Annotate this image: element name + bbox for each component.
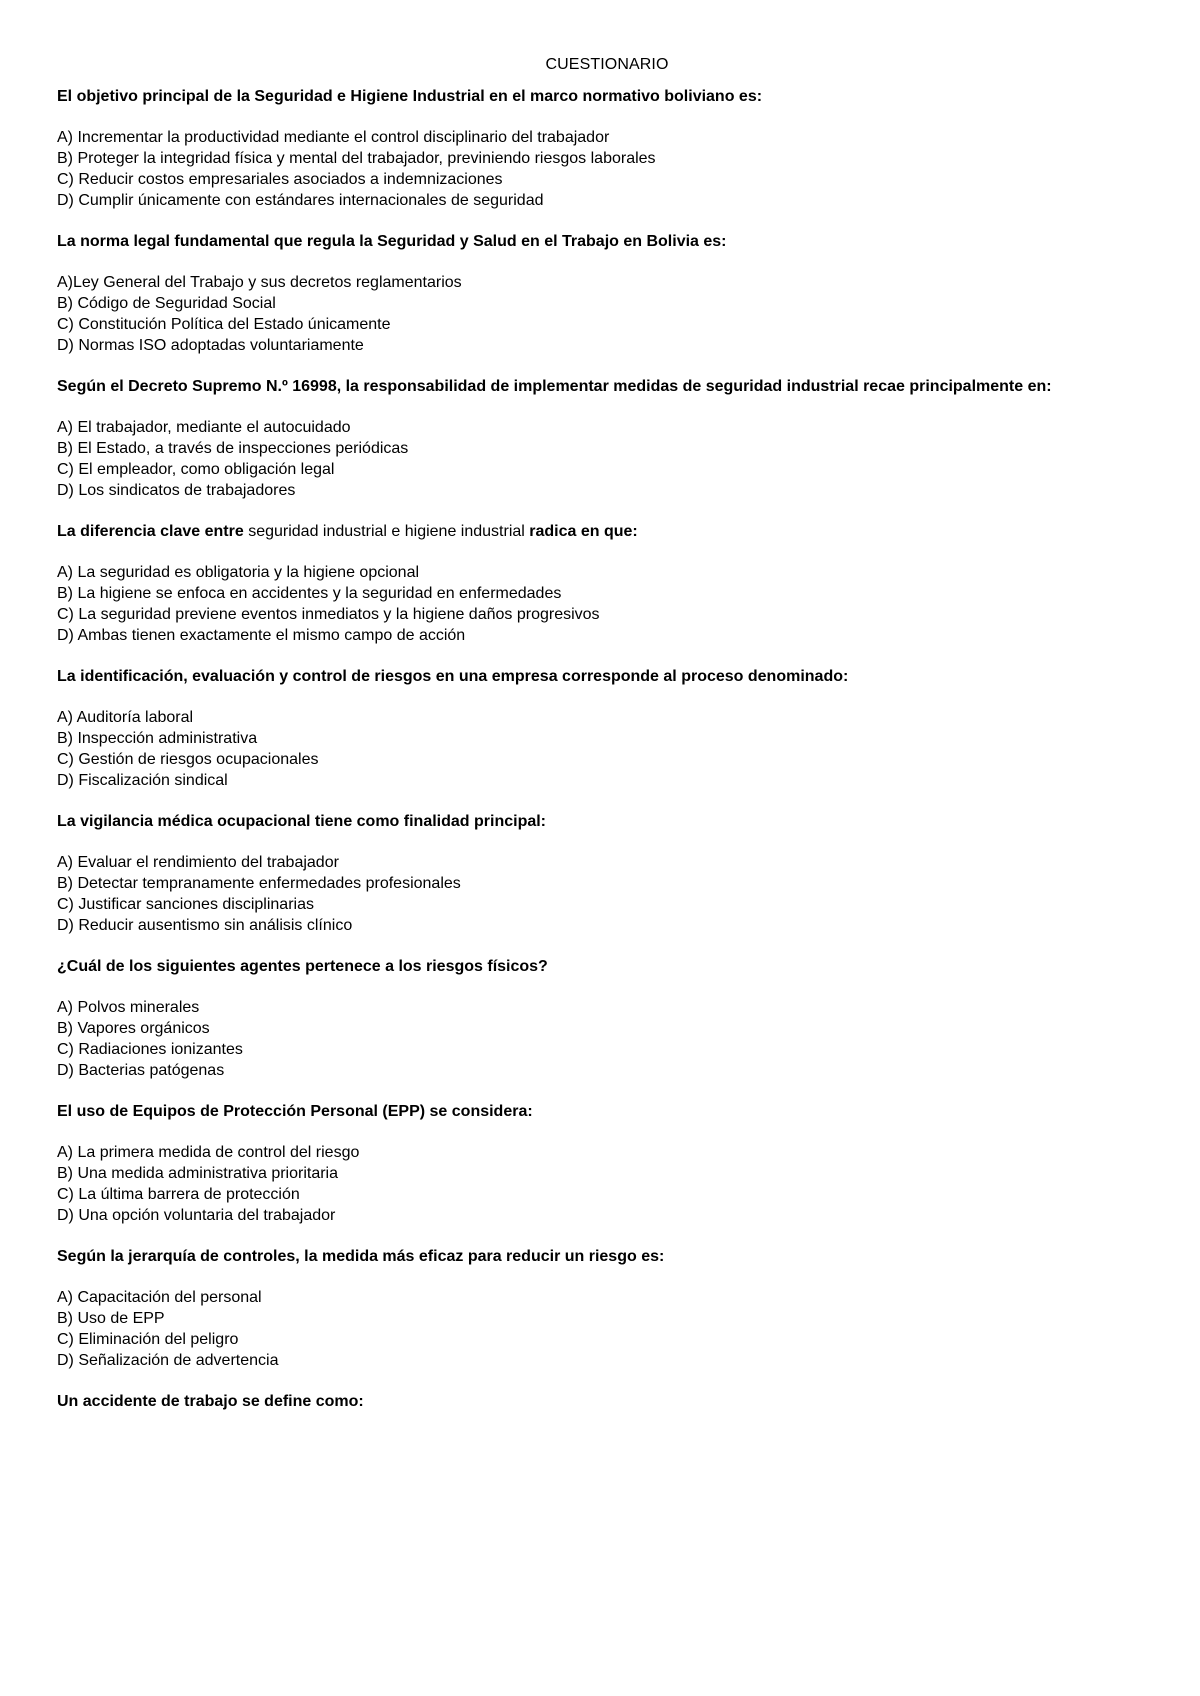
- question-text: [57, 376, 1147, 397]
- answer-options: [57, 852, 1147, 936]
- answer-options: [57, 417, 1147, 501]
- answer-option: A) Polvos minerales: [57, 999, 200, 1016]
- answer-options: [57, 562, 1147, 646]
- question-text: [57, 666, 1147, 687]
- question-block: [57, 811, 1147, 936]
- answer-option: B) Uso de EPP: [57, 1310, 165, 1327]
- question-block: [57, 521, 1147, 646]
- answer-option: D) Reducir ausentismo sin análisis clínico: [57, 917, 353, 934]
- answer-option: C) Radiaciones ionizantes: [57, 1041, 243, 1058]
- answer-option: C) Constitución Política del Estado únicamente: [57, 316, 391, 333]
- question-block: [57, 1391, 1147, 1412]
- answer-option: A)Ley General del Trabajo y sus decretos reglamentarios: [57, 274, 462, 291]
- question-text: [57, 1246, 1147, 1267]
- question-text-part: e: [386, 523, 405, 540]
- question-block: [57, 376, 1147, 501]
- answer-option: D) Ambas tienen exactamente el mismo campo de acción: [57, 627, 466, 644]
- answer-option: D) Bacterias patógenas: [57, 1062, 225, 1079]
- answer-option: B) Proteger la integridad física y mental del trabajador, previniendo riesgos laborales: [57, 150, 656, 167]
- answer-option: B) Vapores orgánicos: [57, 1020, 210, 1037]
- answer-options: [57, 1287, 1147, 1371]
- answer-option: C) Eliminación del peligro: [57, 1331, 239, 1348]
- answer-option: A) Evaluar el rendimiento del trabajador: [57, 854, 339, 871]
- answer-option: A) Capacitación del personal: [57, 1289, 262, 1306]
- question-block: [57, 1246, 1147, 1371]
- answer-option: D) Fiscalización sindical: [57, 772, 228, 789]
- answer-options: [57, 997, 1147, 1081]
- answer-option: A) El trabajador, mediante el autocuidado: [57, 419, 351, 436]
- answer-option: D) Una opción voluntaria del trabajador: [57, 1207, 336, 1224]
- question-block: [57, 666, 1147, 791]
- question-block: [57, 231, 1147, 356]
- answer-option: A) Incrementar la productividad mediante el control disciplinario del trabajador: [57, 129, 610, 146]
- question-block: [57, 956, 1147, 1081]
- question-text: [57, 1391, 1147, 1412]
- answer-option: A) Auditoría laboral: [57, 709, 194, 726]
- answer-option: A) La seguridad es obligatoria y la higiene opcional: [57, 564, 420, 581]
- question-text-part: ¿Cuál de los siguientes agentes pertenece a los riesgos físicos?: [57, 958, 548, 975]
- answer-option: C) Reducir costos empresariales asociados a indemnizaciones: [57, 171, 503, 188]
- answer-option: D) Señalización de advertencia: [57, 1352, 279, 1369]
- answer-option: C) Justificar sanciones disciplinarias: [57, 896, 314, 913]
- document-page: [57, 56, 1147, 1432]
- document-title: CUESTIONARIO: [545, 56, 669, 73]
- question-text-part: La vigilancia médica ocupacional tiene como finalidad principal:: [57, 813, 547, 830]
- question-text-part: La identificación, evaluación y control de riesgos en una empresa corresponde al proceso denominado:: [57, 668, 849, 685]
- question-text-part: radica en que:: [524, 523, 638, 540]
- answer-options: [57, 272, 1147, 356]
- question-text-part: Según la jerarquía de controles, la medida más eficaz para reducir un riesgo es:: [57, 1248, 665, 1265]
- answer-option: C) Gestión de riesgos ocupacionales: [57, 751, 319, 768]
- answer-option: D) Cumplir únicamente con estándares internacionales de seguridad: [57, 192, 544, 209]
- question-block: [57, 86, 1147, 211]
- answer-options: [57, 127, 1147, 211]
- answer-option: D) Normas ISO adoptadas voluntariamente: [57, 337, 364, 354]
- answer-option: C) La seguridad previene eventos inmediatos y la higiene daños progresivos: [57, 606, 600, 623]
- question-text-part: El uso de Equipos de Protección Personal (EPP) se considera:: [57, 1103, 533, 1120]
- answer-option: B) La higiene se enfoca en accidentes y la seguridad en enfermedades: [57, 585, 562, 602]
- answer-options: [57, 707, 1147, 791]
- question-block: [57, 1101, 1147, 1226]
- question-text-part: La norma legal fundamental que regula la Seguridad y Salud en el Trabajo en Bolivia es:: [57, 233, 727, 250]
- question-text: [57, 86, 1147, 107]
- question-text-part: La diferencia clave entre: [57, 523, 249, 540]
- answer-option: B) Inspección administrativa: [57, 730, 258, 747]
- question-text: [57, 521, 1147, 542]
- answer-options: [57, 1142, 1147, 1226]
- question-text: [57, 811, 1147, 832]
- answer-option: C) La última barrera de protección: [57, 1186, 300, 1203]
- question-list: [57, 86, 1147, 1412]
- question-text: [57, 956, 1147, 977]
- answer-option: B) Una medida administrativa prioritaria: [57, 1165, 338, 1182]
- question-text-part: higiene industrial: [404, 523, 525, 540]
- answer-option: B) Detectar tempranamente enfermedades profesionales: [57, 875, 461, 892]
- answer-option: C) El empleador, como obligación legal: [57, 461, 335, 478]
- answer-option: D) Los sindicatos de trabajadores: [57, 482, 296, 499]
- answer-option: B) Código de Seguridad Social: [57, 295, 276, 312]
- question-text-part: El objetivo principal de la Seguridad e Higiene Industrial en el marco normativo boliviano es:: [57, 88, 763, 105]
- question-text-part: Según el Decreto Supremo N.º 16998, la responsabilidad de implementar medidas de seguridad industrial recae principalmente en:: [57, 378, 1052, 395]
- question-text: [57, 1101, 1147, 1122]
- question-text: [57, 231, 1147, 252]
- question-text-part: Un accidente de trabajo se define como:: [57, 1393, 364, 1410]
- answer-option: B) El Estado, a través de inspecciones periódicas: [57, 440, 409, 457]
- answer-option: A) La primera medida de control del riesgo: [57, 1144, 360, 1161]
- question-text-part: seguridad industrial: [248, 523, 387, 540]
